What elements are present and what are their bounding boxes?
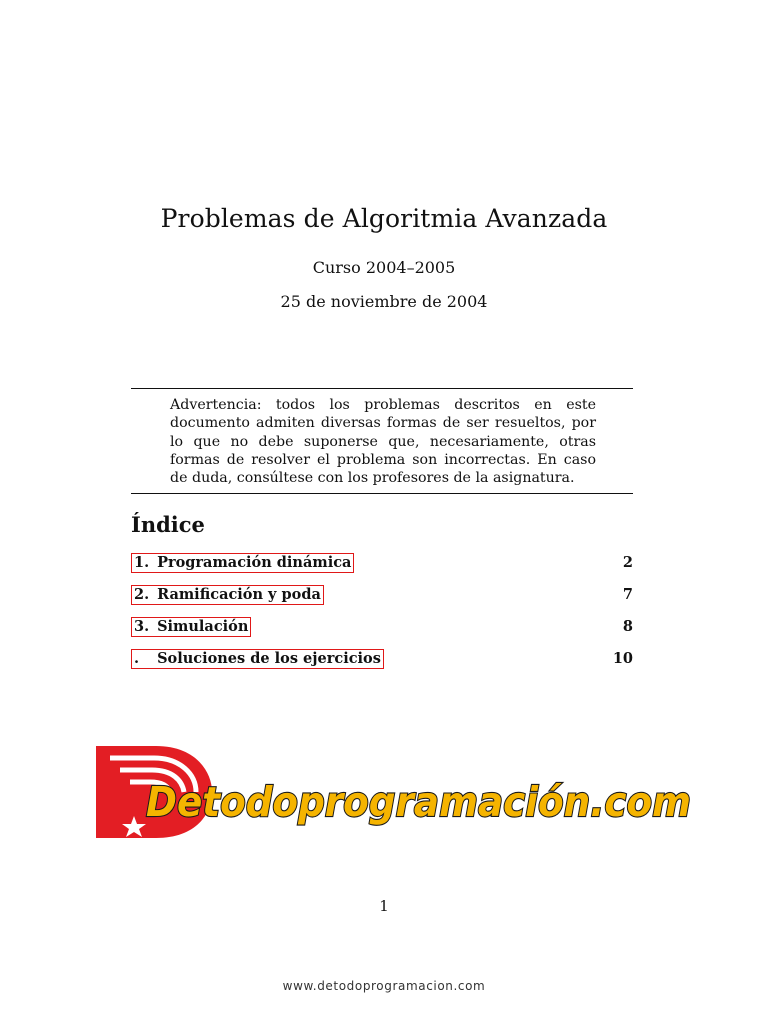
toc-entry-number: . xyxy=(134,650,140,667)
top-divider xyxy=(131,388,633,389)
toc-entry-number: 2. xyxy=(134,586,150,603)
site-logo[interactable] xyxy=(96,744,696,844)
toc-entry-number: 1. xyxy=(134,554,150,571)
toc-entry-page: 2 xyxy=(622,554,633,571)
toc-entry-number: 3. xyxy=(134,618,150,635)
logo-text: Detodoprogramación.com xyxy=(146,778,691,826)
toc-link-programacion-dinamica[interactable] xyxy=(131,553,354,573)
toc-entry-page: 10 xyxy=(612,650,633,667)
toc-link-simulacion[interactable] xyxy=(131,617,251,637)
toc-entry-label: Ramificación y poda xyxy=(157,586,321,603)
course-label: Curso 2004–2005 xyxy=(312,258,456,277)
bottom-divider xyxy=(131,493,633,494)
toc-entry-label: Soluciones de los ejercicios xyxy=(157,650,381,667)
toc-entry-label: Programación dinámica xyxy=(157,554,352,571)
document-date: 25 de noviembre de 2004 xyxy=(280,292,488,311)
toc-link-ramificacion-y-poda[interactable] xyxy=(131,585,324,605)
toc-entry-label: Simulación xyxy=(157,618,249,635)
toc-entry[interactable] xyxy=(131,617,633,639)
page-number: 1 xyxy=(379,897,389,915)
footer-url[interactable]: www.detodoprogramacion.com xyxy=(282,979,486,993)
document-title: Problemas de Algoritmia Avanzada xyxy=(160,204,608,233)
toc-entry[interactable] xyxy=(131,553,633,575)
warning-note: Advertencia: todos los problemas descritos en este documento admiten diversas formas de ser resueltos, por lo que no debe suponerse que, necesariamente, otras formas de resolver el problema son incorrectas. En caso de duda, consúltese con los profesores de la asignatura. xyxy=(170,397,596,487)
toc-entry-page: 7 xyxy=(622,586,633,603)
toc-entry[interactable] xyxy=(131,649,633,671)
toc-entry-page: 8 xyxy=(622,618,633,635)
logo-graphic xyxy=(96,744,696,840)
toc-entry[interactable] xyxy=(131,585,633,607)
toc-heading: Índice xyxy=(131,512,205,537)
toc-link-soluciones[interactable] xyxy=(131,649,384,669)
